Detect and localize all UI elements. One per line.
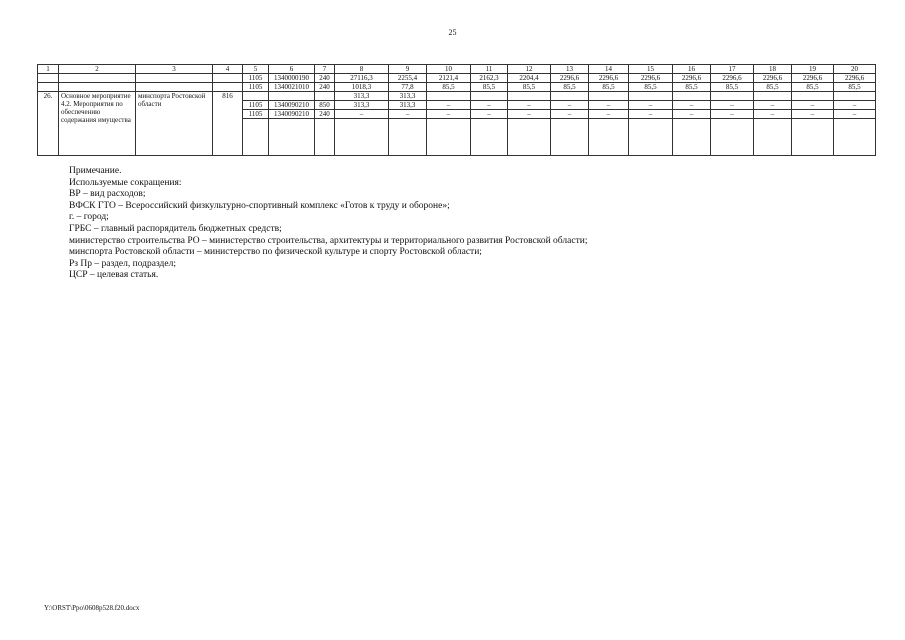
- table-cell: [629, 119, 673, 156]
- table-cell: –: [589, 101, 629, 110]
- table-cell: 85,5: [629, 83, 673, 92]
- table-cell: 85,5: [471, 83, 508, 92]
- table-cell: [59, 83, 136, 92]
- table-cell: 85,5: [834, 83, 876, 92]
- table-cell: [59, 74, 136, 83]
- table-cell: 85,5: [551, 83, 589, 92]
- table-cell: [551, 92, 589, 101]
- table-cell: 11: [471, 65, 508, 74]
- table-cell: 2121,4: [427, 74, 471, 83]
- table-cell: 1018,3: [335, 83, 389, 92]
- table-cell: [471, 92, 508, 101]
- notes-heading: Примечание.: [69, 166, 122, 176]
- table-cell: –: [754, 110, 792, 119]
- note-line: Используемые сокращения:: [69, 177, 182, 188]
- table-cell: 7: [315, 65, 335, 74]
- table-cell: –: [711, 101, 754, 110]
- table-cell: 1105: [243, 74, 269, 83]
- table-cell: [471, 119, 508, 156]
- table-cell: 2296,6: [711, 74, 754, 83]
- table-cell: [427, 119, 471, 156]
- table-cell: [711, 92, 754, 101]
- table-row: [38, 74, 876, 83]
- table-cell: [834, 119, 876, 156]
- table-cell: 2296,6: [589, 74, 629, 83]
- table-row: [38, 92, 876, 101]
- table-cell: 85,5: [754, 83, 792, 92]
- file-path-footer: Y:\ORST\Ppo\0608p528.f20.docx: [44, 604, 140, 612]
- table-cell: [629, 92, 673, 101]
- table-cell: [335, 119, 389, 156]
- table-cell: [136, 83, 213, 92]
- table-cell: 85,5: [589, 83, 629, 92]
- table-cell: –: [834, 101, 876, 110]
- table-cell: 1: [38, 65, 59, 74]
- table-cell: 240: [315, 110, 335, 119]
- table-cell: –: [792, 101, 834, 110]
- table-cell: [213, 83, 243, 92]
- table-cell: [427, 92, 471, 101]
- table-cell: 10: [427, 65, 471, 74]
- table-cell: 2255,4: [389, 74, 427, 83]
- table-row: [38, 83, 876, 92]
- table-cell: –: [711, 110, 754, 119]
- table-cell: –: [471, 101, 508, 110]
- table-cell: [315, 92, 335, 101]
- table-cell: 1105: [243, 110, 269, 119]
- table-cell: [589, 119, 629, 156]
- note-line: ВР – вид расходов;: [69, 189, 146, 200]
- table-cell: [834, 92, 876, 101]
- table-cell: 2296,6: [673, 74, 711, 83]
- table-cell: 85,5: [427, 83, 471, 92]
- note-line: г. – город;: [69, 212, 109, 223]
- table-cell: 3: [136, 65, 213, 74]
- table-cell: 1340000190: [269, 74, 315, 83]
- table-cell: 240: [315, 74, 335, 83]
- table-cell: [315, 119, 335, 156]
- table-cell: 1340090210: [269, 101, 315, 110]
- table-cell: 77,8: [389, 83, 427, 92]
- table-cell: [673, 119, 711, 156]
- table-cell: 16: [673, 65, 711, 74]
- table-cell: –: [754, 101, 792, 110]
- table-cell: –: [792, 110, 834, 119]
- table-cell: 19: [792, 65, 834, 74]
- notes-section: [69, 166, 587, 282]
- table-cell: 4: [213, 65, 243, 74]
- table-cell: –: [834, 110, 876, 119]
- table-cell: 12: [508, 65, 551, 74]
- table-cell: 2296,6: [792, 74, 834, 83]
- table-cell: 2296,6: [551, 74, 589, 83]
- table-cell: 85,5: [711, 83, 754, 92]
- table-cell: 240: [315, 83, 335, 92]
- table-cell: –: [427, 101, 471, 110]
- table-cell: 2296,6: [629, 74, 673, 83]
- table-cell: 313,3: [335, 92, 389, 101]
- table-cell: 1105: [243, 101, 269, 110]
- table-cell: [269, 92, 315, 101]
- table-cell: 6: [269, 65, 315, 74]
- table-cell: –: [589, 110, 629, 119]
- table-cell: –: [551, 101, 589, 110]
- table-cell: [269, 119, 315, 156]
- table-cell: –: [629, 110, 673, 119]
- table-cell: 5: [243, 65, 269, 74]
- table-cell: 18: [754, 65, 792, 74]
- note-line: минспорта Ростовской области – министерство по физической культуре и спорту Ростовской области;: [69, 247, 482, 258]
- table-cell: [792, 92, 834, 101]
- note-line: министерство строительства РО – министерство строительства, архитектуры и территориального развития Ростовской области;: [69, 235, 588, 246]
- table-cell: 2: [59, 65, 136, 74]
- table-cell: [589, 92, 629, 101]
- table-cell: –: [508, 110, 551, 119]
- note-line: ВФСК ГТО – Всероссийский физкультурно-спортивный комплекс «Готов к труду и обороне»;: [69, 200, 450, 211]
- table-cell: 2204,4: [508, 74, 551, 83]
- table-cell: –: [427, 110, 471, 119]
- table-cell: минспорта Ростовской области: [136, 92, 213, 156]
- table-cell: 85,5: [792, 83, 834, 92]
- table-cell: –: [508, 101, 551, 110]
- table-cell: [213, 74, 243, 83]
- note-line: ЦСР – целевая статья.: [69, 270, 159, 281]
- table-cell: 27116,3: [335, 74, 389, 83]
- table-cell: [754, 119, 792, 156]
- table-cell: 9: [389, 65, 427, 74]
- table-cell: 816: [213, 92, 243, 156]
- table-cell: 85,5: [673, 83, 711, 92]
- table-cell: –: [335, 110, 389, 119]
- table-cell: 313,3: [389, 92, 427, 101]
- table-cell: [38, 74, 59, 83]
- table-cell: 2162,3: [471, 74, 508, 83]
- table-cell: 85,5: [508, 83, 551, 92]
- table-cell: 1105: [243, 83, 269, 92]
- table-cell: Основное мероприятие 4.2. Мероприятия по обеспечению содержания имущества: [59, 92, 136, 156]
- table-cell: 13: [551, 65, 589, 74]
- table-cell: 313,3: [335, 101, 389, 110]
- table-cell: –: [471, 110, 508, 119]
- budget-table: [37, 64, 876, 156]
- table-cell: 14: [589, 65, 629, 74]
- table-cell: [508, 119, 551, 156]
- table-cell: [792, 119, 834, 156]
- table-cell: 2296,6: [834, 74, 876, 83]
- table-cell: [38, 83, 59, 92]
- table-cell: 26.: [38, 92, 59, 156]
- table-cell: [673, 92, 711, 101]
- table-cell: –: [551, 110, 589, 119]
- table-cell: 2296,6: [754, 74, 792, 83]
- table-header-row: [38, 65, 876, 74]
- table-cell: 850: [315, 101, 335, 110]
- table-cell: [754, 92, 792, 101]
- table-cell: –: [673, 110, 711, 119]
- table-cell: [508, 92, 551, 101]
- table-cell: [136, 74, 213, 83]
- table-cell: 1340090210: [269, 110, 315, 119]
- table-cell: [711, 119, 754, 156]
- table-cell: –: [673, 101, 711, 110]
- table-cell: 17: [711, 65, 754, 74]
- table-cell: [551, 119, 589, 156]
- page-number: 25: [448, 28, 457, 37]
- table-cell: –: [389, 110, 427, 119]
- table-cell: [243, 92, 269, 101]
- table-cell: 15: [629, 65, 673, 74]
- table-cell: 20: [834, 65, 876, 74]
- table-cell: 1340021010: [269, 83, 315, 92]
- table-cell: [389, 119, 427, 156]
- note-line: ГРБС – главный распорядитель бюджетных средств;: [69, 223, 282, 234]
- table-cell: 313,3: [389, 101, 427, 110]
- note-line: Рз Пр – раздел, подраздел;: [69, 258, 176, 269]
- table-cell: [243, 119, 269, 156]
- table-cell: –: [629, 101, 673, 110]
- table-cell: 8: [335, 65, 389, 74]
